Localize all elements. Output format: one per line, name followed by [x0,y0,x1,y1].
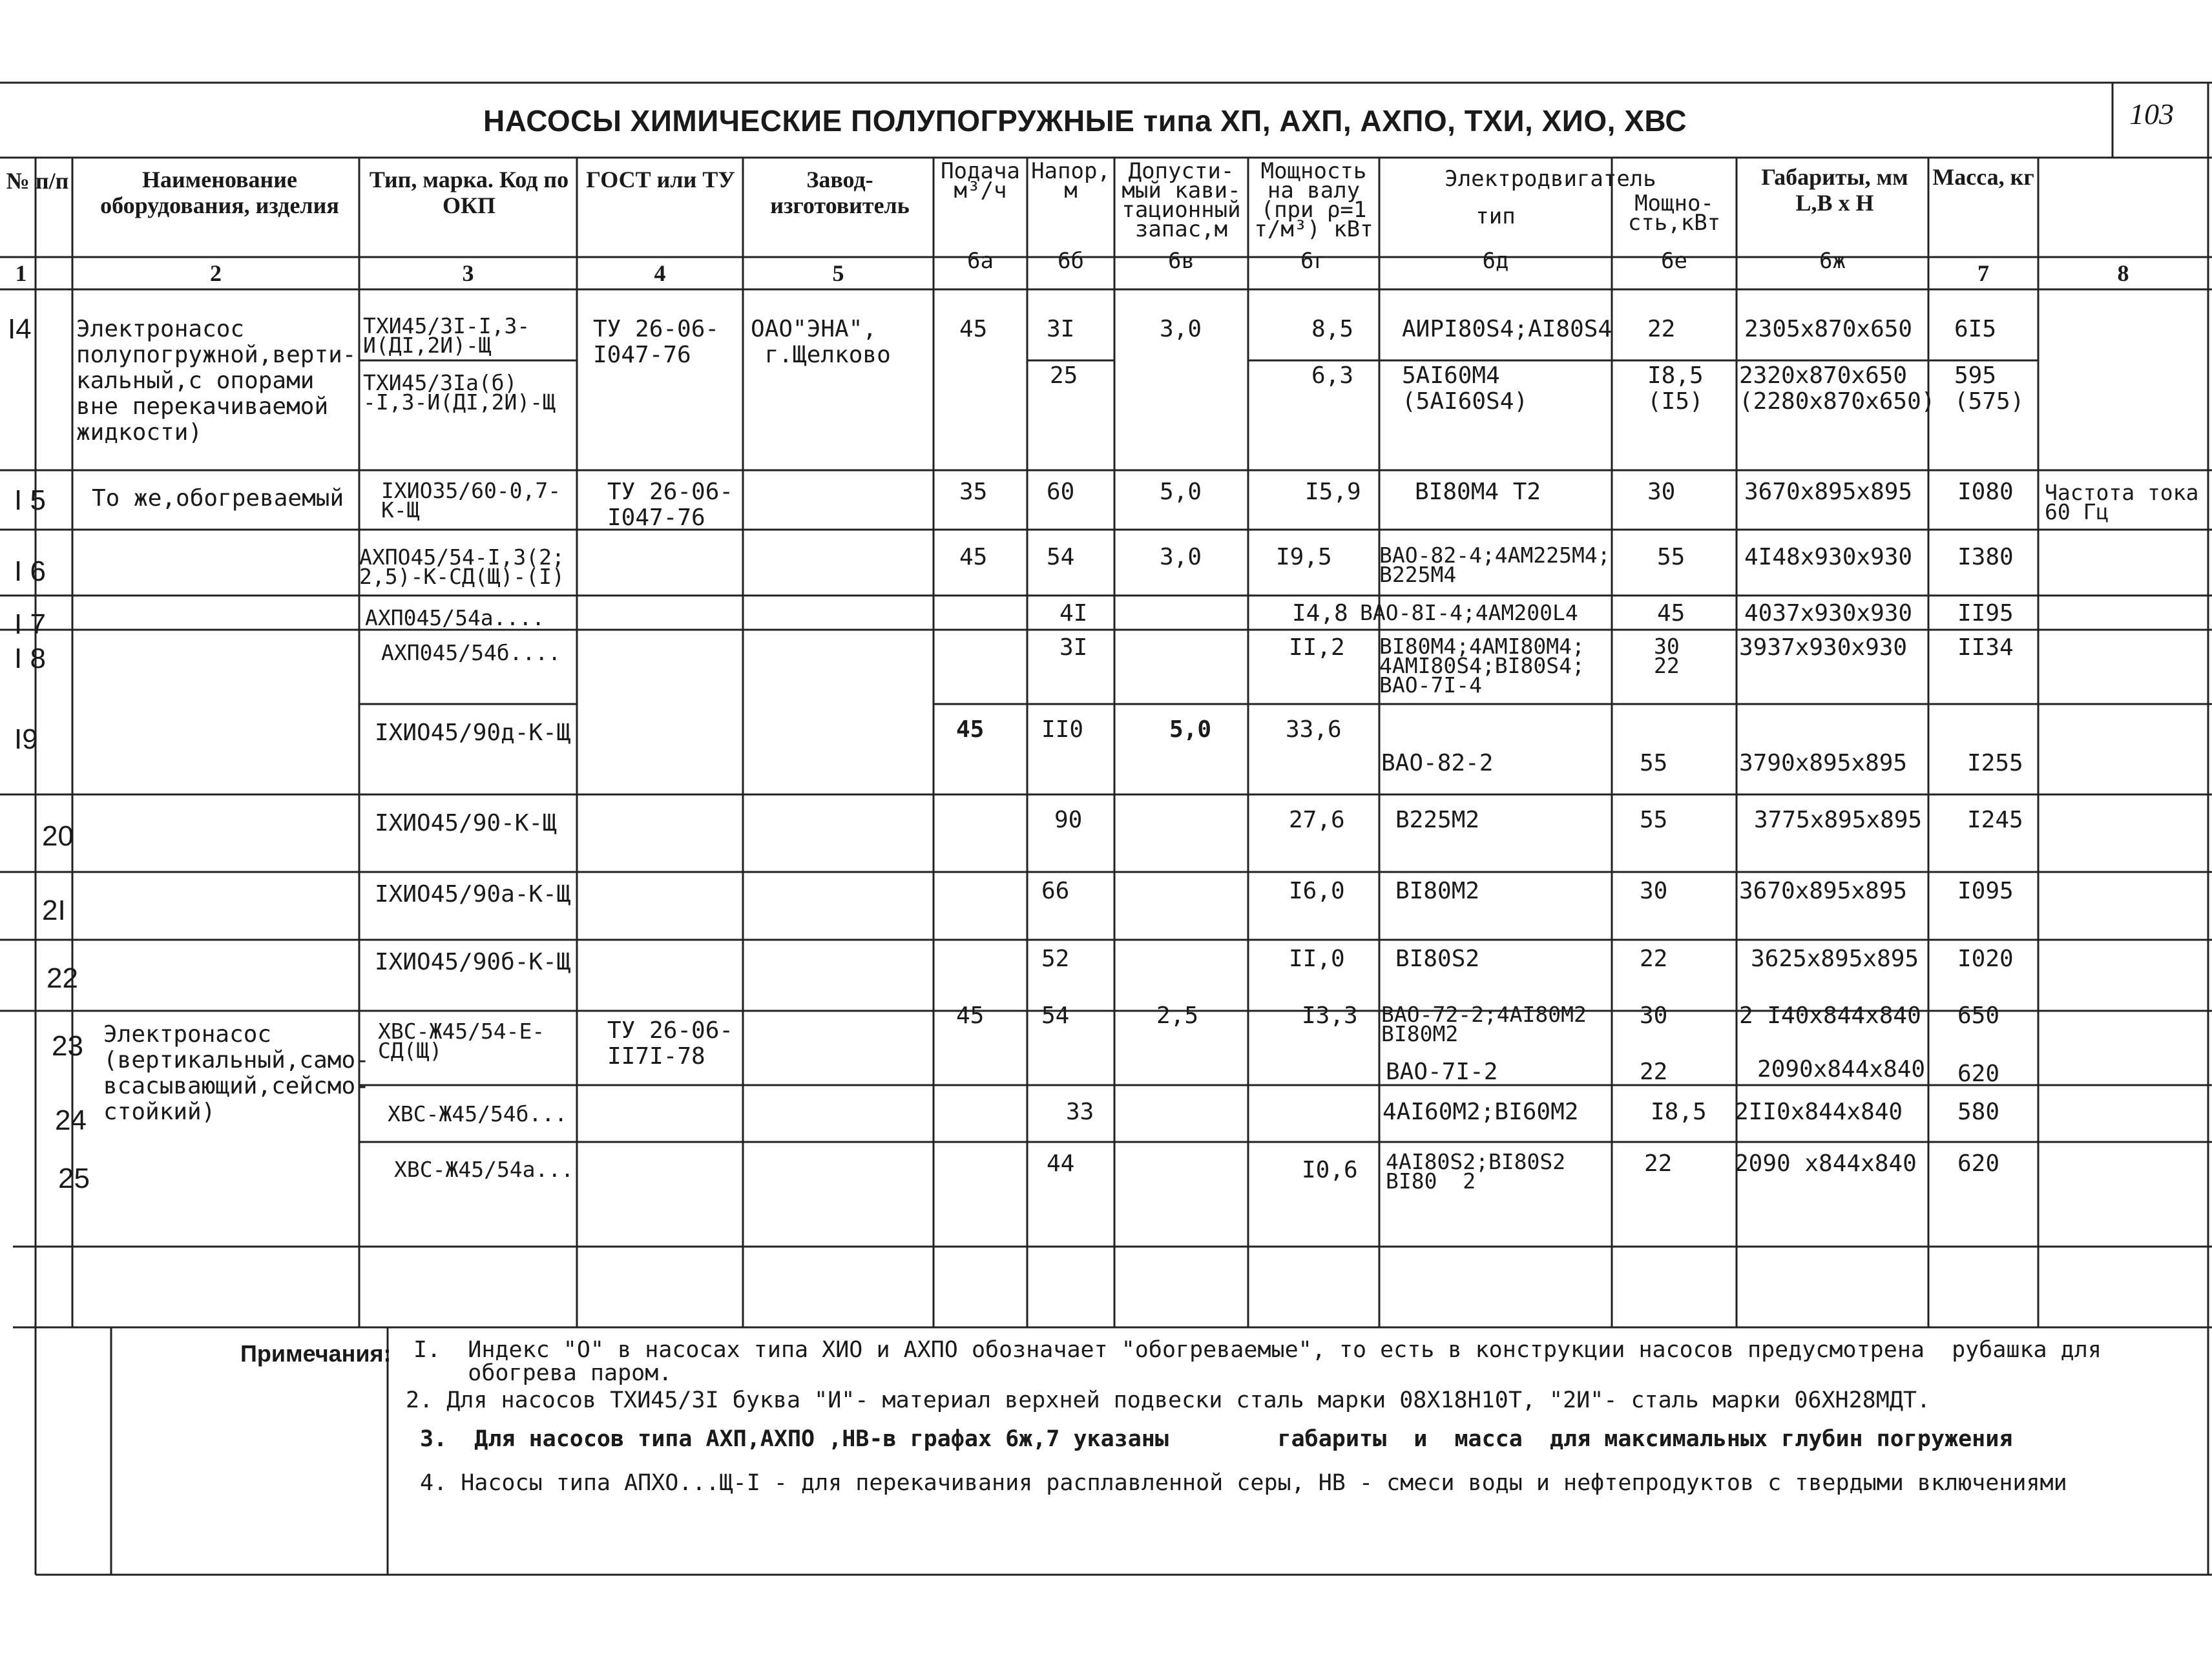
header-number: № п/п [6,168,69,194]
note-3: 3. Для насосов типа АХП,АХПО ,НВ-в графах 6ж,7 указаны габариты и масса для максимальных глубин погружения [420,1426,2013,1452]
page-title: НАСОСЫ ХИМИЧЕСКИЕ ПОЛУПОГРУЖНЫЕ типа ХП, АХП, АХПО, ТХИ, ХИО, ХВС [483,104,1687,138]
row14-motor-b: 5АI60М4 (5АI60S4) [1402,362,1529,415]
row-number: 23 [52,1030,83,1062]
row24-motor: 4АI60М2;ВI60М2 [1382,1099,1579,1125]
row18-head: 3I [1059,634,1088,661]
header-motor-power: Мощно-сть,кВт [1627,191,1721,236]
header-head: Напор, м [1031,158,1111,203]
colnum-6e: 6е [1661,248,1687,274]
row14-npsh: 3,0 [1160,316,1202,342]
row15-npsh: 5,0 [1160,479,1202,505]
row-number: 24 [55,1104,87,1136]
row20-head: 90 [1054,807,1083,833]
notes-label: Примечания: [240,1340,391,1367]
header-mass: Масса, кг [1932,164,2034,190]
row23-tu: ТУ 26-06- II7I-78 [607,1017,734,1070]
row15-head: 60 [1047,479,1075,505]
row16-type: АХПО45/54-I,3(2; 2,5)-К-СД(Щ)-(I) [359,544,565,589]
row-number: 2I [42,895,66,926]
row-number: I 7 [14,608,46,640]
row17-type: АХП045/54а.... [365,605,545,630]
row21-motor-power: 30 [1640,878,1668,904]
row-number: I4 [8,313,32,345]
row18-mass: II34 [1957,634,2014,661]
row20-mass: I245 [1967,807,2023,833]
row14-type-a: ТХИ45/3I-I,3- И(ДI,2И)-Щ [363,313,530,358]
row14-name: Электронасос полупогружной,верти- кальный,с опорами вне перекачиваемой жидкости) [76,316,357,446]
row24-motor-power: I8,5 [1651,1099,1707,1125]
row14-mass-b: 595 (575) [1954,362,2025,415]
row16-motor: ВАО-82-4;4АМ225М4; В225М4 [1379,543,1611,587]
row20-power: 27,6 [1289,807,1345,833]
row-number: 22 [47,962,78,994]
row23-power: I3,3 [1302,1002,1358,1029]
header-dimensions: Габариты, мм L,B x H [1761,164,1908,216]
row19-type: IХИО45/90д-К-Щ [375,720,571,746]
header-motor-type: тип [1476,203,1516,229]
row14-head-a: 3I [1047,316,1075,342]
row16-flow: 45 [959,544,988,570]
row17-motor-power: 45 [1657,600,1685,627]
row-number: I 6 [14,555,46,587]
colnum-6v: 6в [1168,248,1195,274]
row18-motor: ВI80М4;4АМI80М4; 4АМI80S4;ВI80S4; ВАО-7I-4 [1379,634,1585,698]
row21-type: IХИО45/90а-К-Щ [375,881,571,907]
row16-dimensions: 4I48х930х930 [1744,544,1913,570]
row25-motor-power: 22 [1644,1150,1673,1177]
row16-npsh: 3,0 [1160,544,1202,570]
row16-mass: I380 [1957,544,2014,570]
row23-motor: ВАО-72-2;4АI80М2 ВI80М2 [1381,1002,1587,1046]
row15-motor: ВI80М4 Т2 [1415,479,1541,505]
header-gost: ГОСТ или ТУ [586,167,735,192]
note-2: 2. Для насосов ТХИ45/3I буква "И"- материал верхней подвески сталь марки 08Х18Н10Т, "2И"- сталь марки 06ХН28МДТ. [406,1387,1931,1413]
row23-npsh: 2,5 [1156,1002,1199,1029]
row14-mass-a: 6I5 [1954,316,1997,342]
row21-dimensions: 3670х895х895 [1739,878,1908,904]
row-number: I 8 [14,643,46,674]
row22-type: IХИО45/90б-К-Щ [375,949,571,975]
header-npsh: Допусти-мый кави-тационный запас,м [1122,158,1241,242]
row22-power: II,0 [1289,946,1345,972]
row19-motor: ВАО-82-2 [1381,750,1494,776]
row25-type: ХВС-Ж45/54а... [394,1157,574,1182]
row19-npsh: 5,0 [1169,716,1212,743]
row14-tu: ТУ 26-06- I047-76 [593,316,720,368]
colnum-2: 2 [210,260,222,286]
header-plant: Завод-изготовитель [770,167,910,218]
row14-type-b: ТХИ45/3Iа(б) -I,3-И(ДI,2И)-Щ [363,370,556,415]
row14-dimensions-a: 2305х870х650 [1744,316,1913,342]
row21-power: I6,0 [1289,878,1345,904]
row23-dimensions: 2 I40х844х840 [1739,1002,1921,1029]
row14-flow: 45 [959,316,988,342]
colnum-3: 3 [462,260,474,286]
row15-remark: Частота тока 60 Гц [2045,480,2199,524]
colnum-6d: 6д [1482,248,1509,274]
row19-dimensions: 3790х895х895 [1739,750,1908,776]
row23b-mass: 620 [1957,1061,2000,1087]
colnum-6g: 6г [1300,248,1327,274]
row17-mass: II95 [1957,600,2014,627]
header-power: Мощность на валу (при ρ=1 т/м³) кВт [1254,158,1373,242]
row23-type: ХВС-Ж45/54-Е- СД(Щ) [378,1019,545,1063]
row24-type: ХВС-Ж45/54б... [388,1101,568,1126]
row24-dimensions: 2II0х844х840 [1735,1099,1903,1125]
row16-motor-power: 55 [1657,544,1685,570]
row17-power: I4,8 [1292,600,1348,627]
colnum-4: 4 [654,260,666,286]
colnum-1: 1 [15,260,27,286]
row14-power-b: 6,3 [1311,362,1354,389]
row22-motor: ВI80S2 [1395,946,1480,972]
colnum-6b: 6б [1058,248,1084,274]
row23-motor-power: 30 [1640,1002,1668,1029]
row25-motor: 4АI80S2;ВI80S2 ВI80 2 [1386,1149,1566,1194]
row16-head: 54 [1047,544,1075,570]
header-flow: Подача м³/ч [941,158,1020,203]
row19-motor-power: 55 [1640,750,1668,776]
row19-flow: 45 [956,716,985,743]
note-1: I. Индекс "О" в насосах типа ХИО и АХПО обозначает "обогреваемые", то есть в конструкции насосов предусмотрена рубашка для обогрева паром. [413,1337,2102,1386]
row25-head: 44 [1047,1150,1075,1177]
row22-head: 52 [1041,946,1070,972]
row-number: I 5 [14,484,46,516]
row14-power-a: 8,5 [1311,316,1354,342]
row23b-motor-power: 22 [1640,1059,1668,1085]
row-number: 25 [58,1163,90,1194]
row24-head: 33 [1066,1099,1094,1125]
row18-type: АХП045/54б.... [381,640,561,665]
colnum-7: 7 [1977,260,1989,286]
row22-dimensions: 3625х895х895 [1751,946,1919,972]
page-number: 103 [2129,98,2174,130]
row25-mass: 620 [1957,1150,2000,1177]
row19-head: II0 [1041,716,1084,743]
row14-motor-power-b: I8,5 (I5) [1647,362,1704,415]
row17-motor: ВАО-8I-4;4АМ200L4 [1360,600,1578,625]
row20-dimensions: 3775х895х895 [1754,807,1923,833]
colnum-8: 8 [2117,260,2129,286]
row15-tu: ТУ 26-06- I047-76 [607,479,734,531]
row15-mass: I080 [1957,479,2014,505]
row15-dimensions: 3670х895х895 [1744,479,1913,505]
row-number: 20 [42,820,74,852]
header-type: Тип, марка. Код по ОКП [369,167,569,218]
row23b-motor: ВАО-7I-2 [1386,1059,1498,1085]
row19-mass: I255 [1967,750,2023,776]
header-motor-group: Электродвигатель [1445,166,1656,192]
row20-motor-power: 55 [1640,807,1668,833]
row14-head-b: 25 [1050,362,1078,389]
row23-head: 54 [1041,1002,1070,1029]
row21-mass: I095 [1957,878,2014,904]
row15-power: I5,9 [1305,479,1361,505]
row17-head: 4I [1059,600,1088,627]
row14-dimensions-b: 2320х870х650 (2280х870х650) [1739,362,1936,415]
row14-motor-power-a: 22 [1647,316,1676,342]
row18-power: II,2 [1289,634,1345,661]
row20-type: IХИО45/90-К-Щ [375,810,557,836]
row25-dimensions: 2090 х844х840 [1735,1150,1917,1177]
colnum-6a: 6а [967,248,994,274]
row17-dimensions: 4037х930х930 [1744,600,1913,627]
row15-motor-power: 30 [1647,479,1676,505]
row24-mass: 580 [1957,1099,2000,1125]
row21-head: 66 [1041,878,1070,904]
colnum-6zh: 6ж [1819,248,1846,274]
row23-name: Электронасос (вертикальный,само- всасывающий,сейсмо- стойкий) [103,1021,370,1125]
row23b-dimensions: 2090х844х840 [1757,1056,1926,1083]
row14-motor-a: АИРI80S4;АI80S4 [1402,316,1612,342]
row21-motor: ВI80М2 [1395,878,1480,904]
row25-power: I0,6 [1302,1157,1358,1183]
row15-flow: 35 [959,479,988,505]
header-name: Наименование оборудования, изделия [100,167,339,218]
row18-motor-power: 30 22 [1654,634,1680,678]
colnum-5: 5 [832,260,844,286]
row23-flow: 45 [956,1002,985,1029]
row20-motor: В225М2 [1395,807,1480,833]
row14-plant: ОАО"ЭНА", г.Щелково [751,316,891,368]
row-number: I9 [14,723,38,755]
row15-type: IХИО35/60-0,7- К-Щ [381,478,561,523]
row18-dimensions: 3937х930х930 [1739,634,1908,661]
row19-power: 33,6 [1286,716,1342,743]
row22-mass: I020 [1957,946,2014,972]
row23-mass: 650 [1957,1002,2000,1029]
row16-power: I9,5 [1276,544,1332,570]
note-4: 4. Насосы типа АПХО...Щ-I - для перекачивания расплавленной серы, НВ - смеси воды и нефтепродуктов с твердыми включениями [420,1470,2067,1496]
row15-name: То же,обогреваемый [92,485,344,512]
row22-motor-power: 22 [1640,946,1668,972]
